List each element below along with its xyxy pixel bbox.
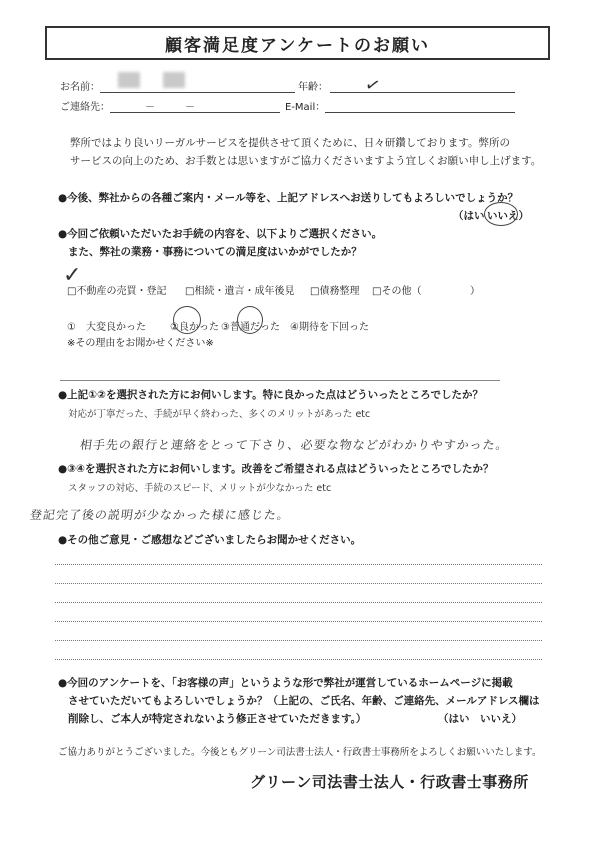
check-mark-icon: ✓ bbox=[63, 263, 82, 288]
check-mark-icon: ✓ bbox=[362, 73, 383, 98]
q6-line-3: 削除し、ご本人が特定されないよう修正させていただきます。） bbox=[68, 713, 367, 725]
rating-4[interactable]: ④期待を下回った bbox=[290, 322, 369, 333]
rating-3[interactable]: ③普通だった bbox=[221, 322, 280, 333]
firm-name: グリーン司法書士法人・行政書士事務所 bbox=[250, 773, 529, 791]
q2-line-2: また、弊社の業務・事務についての満足度はいかがでしたか？ bbox=[68, 246, 362, 258]
circle-mark-icon bbox=[237, 306, 263, 334]
service-debt[interactable]: □債務整理 bbox=[310, 286, 360, 297]
service-inheritance[interactable]: □相続・遺言・成年後見 bbox=[185, 286, 295, 297]
reason-note: ※その理由をお聞かせください※ bbox=[67, 338, 214, 349]
contact-field[interactable] bbox=[110, 112, 280, 113]
comment-line[interactable] bbox=[55, 583, 542, 584]
q3-handwritten-answer[interactable]: 相手先の銀行と連絡をとって下さり、必要な物などがわかりやすかった。 bbox=[78, 438, 510, 452]
q6-line-2: させていただいてもよろしいでしょうか？（上記の、ご氏名、年齢、ご連絡先、メールアドレス欄は bbox=[68, 695, 540, 707]
page-title bbox=[45, 26, 550, 60]
age-field[interactable] bbox=[330, 92, 515, 93]
q5-text: ●その他ご意見・ご感想などございましたらお聞かせください。 bbox=[58, 534, 362, 546]
divider bbox=[60, 380, 500, 381]
age-label: 年齢： bbox=[298, 82, 328, 93]
circle-mark-icon bbox=[484, 202, 518, 226]
contact-label: ご連絡先： bbox=[60, 102, 110, 113]
service-real-estate[interactable]: □不動産の売買・登記 bbox=[67, 286, 167, 297]
circle-mark-icon bbox=[173, 306, 201, 334]
q4-text: ●③④を選択された方にお伺いします。改善をご希望される点はどういったところでしたか？ bbox=[58, 463, 494, 475]
service-other-close: ） bbox=[470, 286, 480, 297]
q4-handwritten-answer[interactable]: 登記完了後の説明が少なかった様に感じた。 bbox=[28, 508, 291, 522]
email-field[interactable] bbox=[325, 112, 515, 113]
comment-line[interactable] bbox=[55, 659, 542, 660]
q6-answer[interactable]: （はい いいえ） bbox=[438, 713, 522, 725]
intro-line-1: 弊所ではより良いリーガルサービスを提供させて頂くために、日々研鑽しております。弊所の bbox=[70, 137, 510, 149]
q4-example: スタッフの対応、手続のスピード、メリットが少なかった etc bbox=[68, 483, 332, 494]
comment-line[interactable] bbox=[55, 640, 542, 641]
title-text: 顧客満足度アンケートのお願い bbox=[165, 35, 430, 56]
q1-answer-hai[interactable]: （はい bbox=[453, 210, 485, 222]
comment-line[interactable] bbox=[55, 564, 542, 565]
comment-line[interactable] bbox=[55, 621, 542, 622]
thanks-text: ご協力ありがとうございました。今後ともグリーン司法書士法人・行政書士事務所をよろしくお願いいたします。 bbox=[58, 747, 542, 758]
rating-2[interactable]: ②良かった bbox=[170, 322, 219, 333]
comment-line[interactable] bbox=[55, 602, 542, 603]
q1-text: ●今後、弊社からの各種ご案内・メール等を、上記アドレスへお送りしてもよろしいでしょうか？ bbox=[58, 192, 519, 204]
name-label: お名前： bbox=[60, 82, 100, 93]
q3-text: ●上記①②を選択された方にお伺いします。特に良かった点はどういったところでしたか？ bbox=[58, 389, 483, 401]
q2-line-1: ●今回ご依頼いただいたお手続の内容を、以下よりご選択ください。 bbox=[58, 228, 383, 240]
redacted-name-1 bbox=[118, 72, 140, 88]
email-label: E-Mail： bbox=[285, 102, 326, 113]
q6-line-1: ●今回のアンケートを、「お客様の声」というような形で弊社が運営しているホームページに掲載 bbox=[58, 677, 513, 689]
intro-line-2: サービスの向上のため、お手数とは思いますがご協力くださいますよう宜しくお願い申し上げます。 bbox=[70, 155, 542, 167]
q3-example: 対応が丁寧だった、手続が早く終わった、多くのメリットがあった etc bbox=[68, 409, 371, 420]
contact-value: － － bbox=[145, 102, 195, 113]
q1-answer-iie[interactable]: いいえ） bbox=[487, 210, 529, 222]
name-field[interactable] bbox=[100, 92, 295, 93]
service-other[interactable]: □その他（ bbox=[372, 286, 422, 297]
redacted-name-2 bbox=[163, 72, 185, 88]
rating-1[interactable]: ① 大変良かった bbox=[67, 322, 146, 333]
